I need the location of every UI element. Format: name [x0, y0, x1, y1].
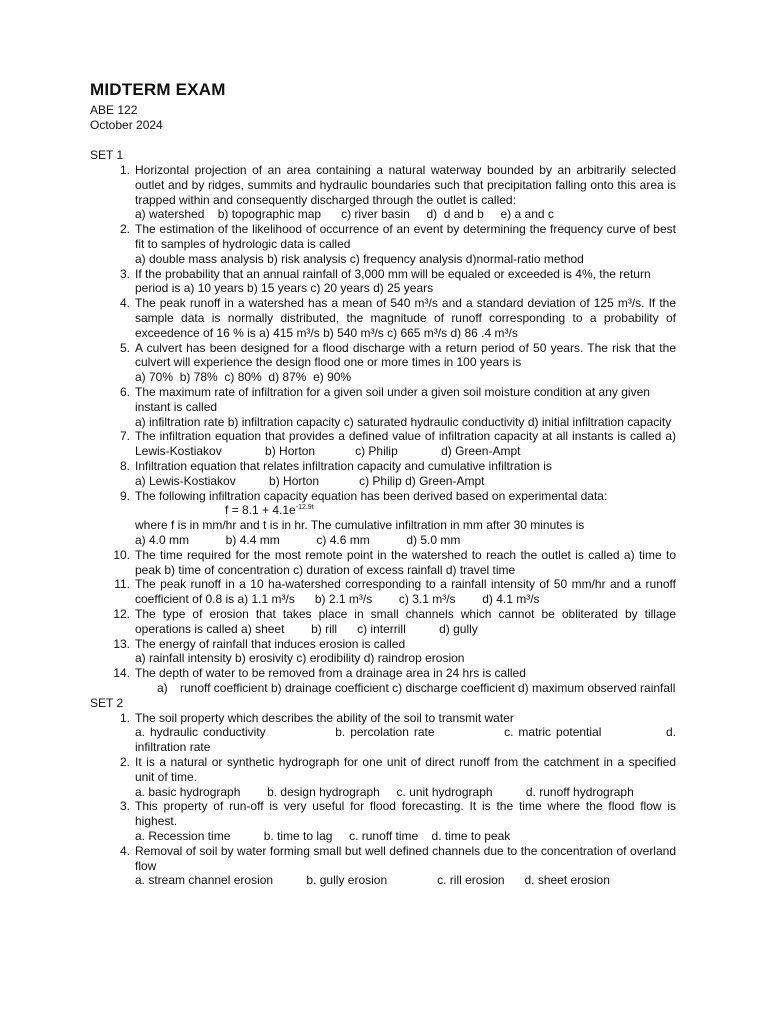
- question-options: a. hydraulic conductivity b. percolation rate c. matric potential d. infiltration rate: [135, 725, 703, 755]
- question-options: a) infiltration rate b) infiltration capacity c) saturated hydraulic conductivity d) initial infiltration capacity: [135, 414, 672, 429]
- question-item: [90, 489, 676, 548]
- question-options: a) double mass analysis b) risk analysis c) frequency analysis d)normal-ratio method: [135, 251, 584, 266]
- question-text: The following infiltration capacity equation has been derived based on experimental data:: [135, 488, 608, 503]
- question-number: 2.: [119, 222, 130, 237]
- question-text: The maximum rate of infiltration for a given soil under a given soil moisture condition at any given: [135, 384, 650, 399]
- set2-question-list: [90, 710, 703, 889]
- exam-date: October 2024: [90, 118, 163, 132]
- question-options: a. stream channel erosion b. gully erosion c. rill erosion d. sheet erosion: [135, 873, 610, 888]
- question-text: The peak runoff in a 10 ha-watershed corresponding to a rainfall intensity of 50 mm/hr and a runoff coefficient of 0.8 is a) 1.1 m³/s b) 2.1 m³/s c) 3.1 m³/s d) 4.1 m³/s: [135, 577, 680, 607]
- question-text: The peak runoff in a watershed has a mean of 540 m³/s and a standard deviation of 125 m³/s. If the sample data is normally distributed, the magnitude of runoff corresponding to a probability of exceedence of 16 % is a) 415 m³/s b) 540 m³/s c) 665 m³/s d) 86 .4 m³/s: [135, 296, 676, 340]
- question-item: [90, 844, 676, 888]
- question-number: 9.: [119, 488, 130, 503]
- question-options: [135, 681, 676, 696]
- question-text: Horizontal projection of an area containing a natural waterway bounded by an arbitrarily selected outlet and by ridges, summits and hydraulic boundaries such that precipitation falling onto this area is trapped within and consequently discharged through the outlet is called:: [135, 163, 676, 207]
- question-number: 3.: [119, 799, 130, 814]
- question-text: A culvert has been designed for a flood discharge with a return period of 50 years. The risk that the culvert will experience the design flood one or more times in 100 years is: [135, 340, 676, 370]
- question-item: [90, 548, 676, 578]
- question-item: [90, 755, 676, 799]
- question-number: 6.: [119, 384, 130, 399]
- question-number: 7.: [119, 429, 130, 444]
- question-number: 1.: [119, 710, 130, 725]
- question-item: [90, 267, 676, 297]
- question-text: The soil property which describes the ability of the soil to transmit water: [135, 710, 514, 725]
- set1-heading: SET 1: [90, 148, 124, 162]
- question-number: 12.: [113, 606, 130, 621]
- exam-title: MIDTERM EXAM: [90, 80, 226, 99]
- question-number: 5.: [119, 340, 130, 355]
- formula-base: f = 8.1 + 4.1e: [225, 503, 296, 518]
- question-item: [90, 341, 676, 385]
- question-options: a) rainfall intensity b) erosivity c) erodibility d) raindrop erosion: [135, 651, 465, 666]
- question-text-continued: where f is in mm/hr and t is in hr. The cumulative infiltration in mm after 30 minutes is: [135, 518, 585, 533]
- question-text: The type of erosion that takes place in small channels which cannot be obliterated by tillage operations is called a) sheet b) rill c) interrill d) gully: [135, 606, 680, 636]
- formula-exponent: -12.9t: [295, 504, 314, 512]
- question-text: This property of run-off is very useful for flood forecasting. It is the time where the flood flow is highest.: [135, 799, 676, 829]
- question-item: [90, 577, 680, 607]
- question-number: 11.: [114, 577, 130, 592]
- question-number: 4.: [119, 296, 130, 311]
- question-options: a) 4.0 mm b) 4.4 mm c) 4.6 mm d) 5.0 mm: [135, 532, 461, 547]
- question-options: a) 70% b) 78% c) 80% d) 87% e) 90%: [135, 370, 352, 385]
- sub-option-label: a): [157, 680, 168, 695]
- question-options: a. Recession time b. time to lag c. runoff time d. time to peak: [135, 829, 511, 844]
- question-item: [90, 710, 703, 755]
- question-item: [90, 296, 676, 340]
- question-item: [90, 666, 676, 696]
- question-number: 14.: [113, 666, 130, 681]
- question-number: 3.: [119, 266, 130, 281]
- question-text-continued: instant is called: [135, 399, 218, 414]
- sub-option-text: runoff coefficient b) drainage coefficient c) discharge coefficient d) maximum observed rainfall: [180, 680, 676, 695]
- question-text: Infiltration equation that relates infiltration capacity and cumulative infiltration is: [135, 458, 552, 473]
- question-text: The infiltration equation that provides a defined value of infiltration capacity at all instants is called a) Lewis-Kostiakov b) Horton c) Philip d) Green-Ampt: [135, 429, 680, 459]
- set1-question-list: [90, 163, 680, 696]
- question-text: The time required for the most remote point in the watershed to reach the outlet is called a) time to peak b) time of concentration c) duration of excess rainfall d) travel time: [135, 547, 676, 577]
- question-text: The estimation of the likelihood of occurrence of an event by determining the frequency curve of best fit to samples of hydrologic data is called: [135, 222, 676, 251]
- question-text: If the probability that an annual rainfall of 3,000 mm will be equaled or exceeded is 4%, the return: [135, 266, 651, 281]
- question-item: [90, 459, 676, 489]
- question-options: a) Lewis-Kostiakov b) Horton c) Philip d) Green-Ampt: [135, 473, 485, 488]
- question-number: 8.: [119, 458, 130, 473]
- question-number: 13.: [113, 636, 130, 651]
- question-item: [90, 799, 676, 843]
- question-number: 2.: [119, 755, 130, 770]
- question-item: [90, 429, 680, 459]
- question-options: a. basic hydrograph b. design hydrograph c. unit hydrograph d. runoff hydrograph: [135, 784, 634, 799]
- question-item: [90, 222, 676, 266]
- question-item: [90, 385, 676, 429]
- question-item: [90, 606, 680, 637]
- question-text: It is a natural or synthetic hydrograph for one unit of direct runoff from the catchment in a specified unit of time.: [135, 755, 676, 784]
- set2-heading: SET 2: [90, 695, 124, 710]
- question-number: 10.: [113, 547, 130, 562]
- course-code: ABE 122: [90, 103, 138, 117]
- question-item: [90, 163, 676, 222]
- question-item: [90, 637, 676, 667]
- question-text: The depth of water to be removed from a drainage area in 24 hrs is called: [135, 666, 526, 681]
- question-options: period is a) 10 years b) 15 years c) 20 years d) 25 years: [135, 281, 434, 296]
- question-options: a) watershed b) topographic map c) river basin d) d and b e) a and c: [135, 207, 554, 222]
- question-text: Removal of soil by water forming small but well defined channels due to the concentration of overland flow: [135, 843, 676, 873]
- question-number: 1.: [119, 163, 130, 177]
- infiltration-formula: [135, 503, 676, 518]
- question-text: The energy of rainfall that induces erosion is called: [135, 636, 406, 651]
- question-number: 4.: [119, 843, 130, 858]
